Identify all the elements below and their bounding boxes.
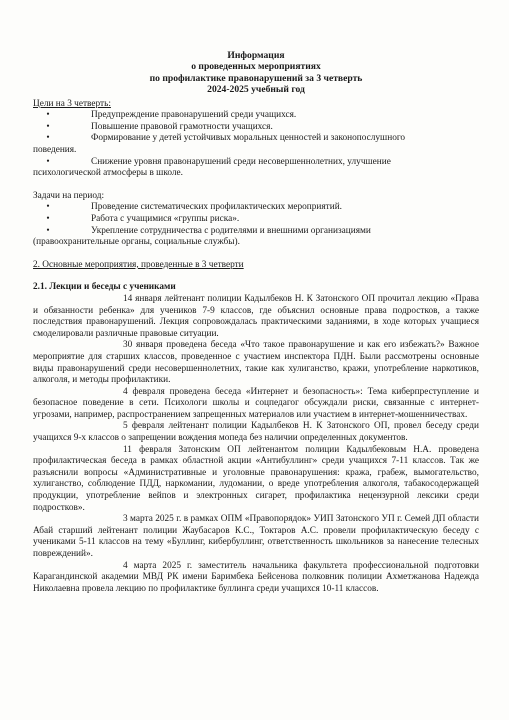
event-paragraph: 11 февраля Затонским ОП лейтенантом полиции Кадылбековым Н.А. проведена профилактическая беседа в рамках областной акции «Антибуллинг» среди учащихся 7-11 классов. Так же разъяснили вопросы «Административные и уголовные правонарушения: кража, грабеж, вымогательство, хулиганство, соблюдение ПДД, наркомании, лудомании, о вреде употребления алкоголя, табакосодержащей продукции, употребление вейпов и электронных сигарет, профилактика нецензурной лексики среди подростков». — [33, 444, 479, 513]
goal-continuation: поведения. — [33, 145, 77, 155]
bullet-icon: • — [46, 202, 50, 213]
header-line-4: 2024-2025 учебный год — [207, 84, 305, 96]
bullet-icon: • — [46, 225, 50, 236]
goal-item — [33, 110, 479, 122]
header-line-1: Информация — [227, 50, 285, 61]
event-paragraph: 5 февраля лейтенант полиции Кадылбеков Н. К Затонского ОП, провел беседу среди учащихся 9-х классов о запрещении вождения мопеда без наличии определенных документов. — [33, 421, 479, 444]
goal-continuation: психологической атмосферы в школе. — [33, 168, 183, 179]
tasks-heading: Задачи на период: — [33, 190, 105, 201]
event-paragraph: 3 марта 2025 г. в рамках ОПМ «Правопорядок» УИП Затонского УП г. Семей ДП области Абай старший лейтенант полиции Жаубасаров К.С., Токтаров А.С. провели профилактическую беседу с учениками 5-11 классов на тему «Буллинг, кибербуллинг, ответственность школьников за нанесение телесных повреждений». — [33, 514, 479, 559]
task-text: Работа с учащимися «группы риска». — [91, 213, 240, 224]
task-text: Проведение систематических профилактических мероприятий. — [91, 202, 343, 213]
event-paragraph: 14 января лейтенант полиции Кадылбеков Н. К Затонского ОП прочитал лекцию «Права и обязанности ребенка» для учеников 7-9 классов, где объяснил основные права подростков, а также последствия правонарушений. Лекция сопровождалась практическими заданиями, в ходе которых учащиеся смоделировали различные правовые ситуации. — [33, 293, 479, 339]
section-2-heading: 2. Основные мероприятия, проведенные в 3 четверти — [33, 259, 244, 270]
task-item — [33, 226, 479, 238]
event-paragraph: 4 февраля проведена беседа «Интернет и безопасность»: Тема киберпреступление и безопасное поведение в сети. Психологи школы и соцпедагог обсуждали риски, связанные с интернет-угрозами, например, распространением запрещенных материалов или участием в интернет-мошенничествах. — [33, 386, 479, 420]
goals-section — [33, 99, 479, 180]
document-header — [33, 50, 479, 96]
goal-text: Формирование у детей устойчивых моральных ценностей и законопослушного — [91, 133, 406, 144]
task-item — [33, 214, 479, 226]
goal-text: Предупреждение правонарушений среди учащихся. — [91, 110, 297, 121]
task-item — [33, 202, 479, 214]
event-paragraph: 4 марта 2025 г. заместитель начальника факультета профессиональной подготовки Карагандинской академии МВД РК имени Баримбека Бейсенова полковник полиции Ахметжанова Надежда Николаевна провела лекцию по профилактике буллинга среди учащихся 10-11 классов. — [33, 560, 479, 594]
section-2-1-heading: 2.1. Лекции и беседы с учениками — [33, 282, 176, 293]
header-line-2: о проведенных мероприятиях — [191, 61, 321, 73]
goal-item — [33, 157, 479, 169]
goal-text: Снижение уровня правонарушений среди несовершеннолетних, улучшение — [91, 156, 391, 167]
header-line-3: по профилактике правонарушений за 3 четверть — [149, 72, 363, 84]
goal-item — [33, 133, 479, 145]
bullet-icon: • — [46, 121, 50, 132]
goal-item — [33, 122, 479, 134]
bullet-icon: • — [46, 213, 50, 224]
bullet-icon: • — [46, 133, 50, 144]
bullet-icon: • — [46, 156, 50, 167]
tasks-section — [33, 191, 479, 249]
task-text: Укрепление сотрудничества с родителями и внешними организациями — [91, 225, 371, 236]
goals-heading: Цели на 3 четверть: — [33, 98, 111, 109]
goal-text: Повышение правовой грамотности учащихся. — [91, 121, 273, 132]
event-paragraph: 30 января проведена беседа «Что такое правонарушение и как его избежать?» Важное мероприятие для старших классов, проведенное с участием инспектора ПДН. Были рассмотрены основные виды правонарушений среди несовершеннолетних, такие как хулиганство, кражи, употребление наркотиков, алкоголя, и методы профилактики. — [33, 340, 479, 386]
task-continuation: (правоохранительные органы, социальные службы). — [33, 237, 240, 248]
bullet-icon: • — [46, 110, 50, 121]
